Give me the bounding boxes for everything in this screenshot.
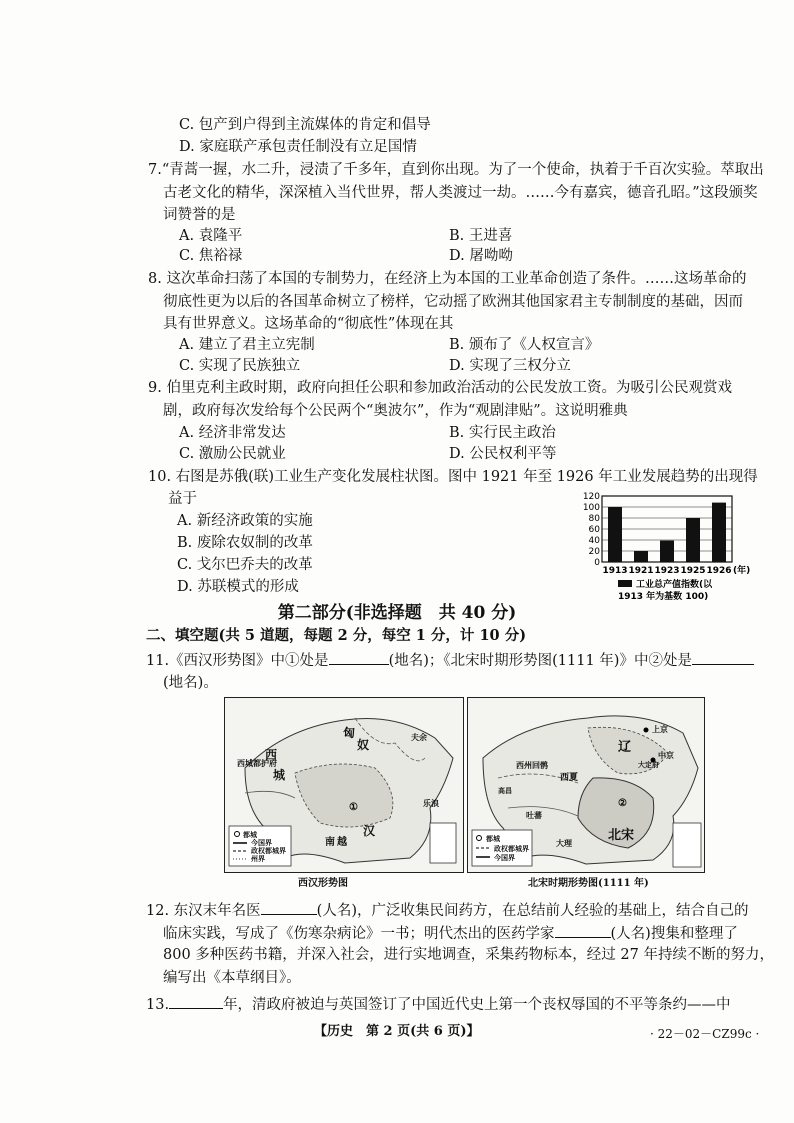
map1-legend-3: 州界 — [251, 854, 265, 863]
map1-label-1: 奴 — [357, 738, 370, 752]
paper-code: · 22－02－CZ99c · — [650, 1027, 760, 1041]
map1-label-5: 汉 — [363, 824, 376, 838]
q7-option-c: C. 焦裕禄 — [179, 248, 243, 264]
q11-text-b: (地名)；《北宋时期形势图(1111 年)》中②处是 — [388, 653, 692, 669]
map2-legend-1: 政权都城界 — [494, 844, 529, 853]
q12-text-a: 12. 东汉末年名医 — [146, 903, 261, 919]
map2-label-7: 吐蕃 — [526, 810, 542, 820]
q10-stem-line1: 10. 右图是苏俄(联)工业生产变化发展柱状图。图中 1921 年至 1926 年工业发展趋势的出现得 — [148, 469, 758, 485]
q12-line3: 800 多种医药书籍，并深入社会，进行实地调查，采集药物标本，经过 27 年持续不断的努力， — [163, 947, 774, 963]
q10-option-a: A. 新经济政策的实施 — [177, 513, 313, 529]
chart-y-tick-label: 0 — [594, 558, 600, 568]
part2-title: 第二部分(非选择题 共 40 分) — [277, 603, 517, 623]
map2-legend-2: 今国界 — [494, 853, 515, 862]
map2-marker-2: ② — [618, 798, 627, 809]
map1-legend-1: 今国界 — [251, 838, 272, 847]
q9-option-c: C. 激励公民就业 — [179, 446, 286, 462]
chart-x-tick-label: 1913 — [602, 566, 628, 576]
q8-option-a: A. 建立了君主立宪制 — [179, 337, 315, 353]
map2-label-0: 辽 — [618, 740, 632, 755]
q10-option-d: D. 苏联模式的形成 — [177, 579, 299, 595]
chart-y-tick-label: 80 — [588, 514, 600, 524]
map2-label-9: 西州回鹘 — [516, 760, 548, 770]
q13-blank-1[interactable] — [169, 993, 223, 1009]
q8-stem-line3: 具有世界意义。这场革命的“彻底性”体现在其 — [163, 316, 454, 332]
section2-title: 二、填空题(共 5 道题，每题 2 分，每空 1 分，计 10 分) — [146, 627, 527, 644]
chart-y-tick-label: 100 — [582, 503, 600, 513]
map1-label-0: 匈 — [343, 726, 356, 740]
map2-label-5: 北宋 — [608, 828, 635, 843]
q12-line2 — [163, 922, 738, 944]
chart-x-tick-label: 1926 — [706, 566, 732, 576]
q10-option-c: C. 戈尔巴乔夫的改革 — [177, 557, 313, 573]
q12-line1 — [146, 899, 748, 921]
chart-x-tick-label: 1921 — [628, 566, 654, 576]
map2-label-3: 大定府 — [638, 760, 659, 769]
q8-option-d: D. 实现了三权分立 — [449, 358, 571, 374]
q7-option-d: D. 屠呦呦 — [449, 248, 513, 264]
map2-label-1: 上京 — [652, 724, 668, 734]
q9-stem-line2: 剧，政府每次发给每个公民两个“奥波尔”，作为“观剧津贴”。这说明雅典 — [163, 403, 628, 419]
chart-y-tick-label: 120 — [582, 492, 600, 502]
q7-option-a: A. 袁隆平 — [179, 228, 243, 244]
industry-bar-chart — [582, 490, 752, 608]
q9-option-a: A. 经济非常发达 — [179, 425, 286, 441]
page-footer: 【历史 第 2 页(共 6 页)】 — [314, 1024, 480, 1039]
chart-y-tick-label: 40 — [588, 536, 600, 546]
map1-marker-1: ① — [349, 802, 358, 813]
map1-label-4: 西城都护府 — [237, 758, 277, 768]
map1-caption: 西汉形势图 — [298, 878, 348, 889]
western-han-map — [224, 697, 464, 873]
q13-text-a: 13. — [146, 997, 170, 1013]
map2-label-2: 中京 — [658, 750, 674, 760]
map2-caption: 北宋时期形势图(1111 年) — [528, 878, 649, 889]
map1-legend-2: 政权都城界 — [251, 846, 286, 855]
q8-stem-line1: 8. 这次革命扫荡了本国的专制势力，在经济上为本国的工业革命创造了条件。……这场革命的 — [148, 271, 747, 287]
q6-option-c: C. 包产到户得到主流媒体的肯定和倡导 — [179, 117, 431, 133]
q8-option-c: C. 实现了民族独立 — [179, 358, 301, 374]
q7-option-b: B. 王进喜 — [449, 228, 513, 244]
map2-legend-0: 都城 — [486, 834, 500, 843]
q11-blank-1[interactable] — [329, 649, 389, 665]
q9-option-b: B. 实行民主政治 — [449, 425, 556, 441]
chart-bar — [686, 518, 700, 562]
chart-bar — [634, 551, 648, 562]
chart-legend-line2: 1913 年为基数 100) — [618, 592, 709, 602]
q13-line1 — [146, 993, 731, 1015]
q12-text-line2b: (人名)搜集和整理了 — [610, 926, 738, 942]
q12-line4: 编写出《本草纲目》。 — [163, 970, 301, 986]
q11-text-a: 11.《西汉形势图》中①处是 — [146, 653, 329, 669]
q9-option-d: D. 公民权利平等 — [449, 446, 557, 462]
q11-line2: (地名)。 — [163, 675, 218, 691]
q12-text-b: (人名)，广泛收集民间药方，在总结前人经验的基础上，结合自己的 — [316, 903, 749, 919]
q11-line1 — [146, 649, 754, 671]
q12-blank-2[interactable] — [555, 922, 611, 938]
map2-label-4: 西夏 — [560, 773, 579, 783]
chart-bar — [660, 541, 674, 562]
q13-text-b: 年，清政府被迫与英国签订了中国近代史上第一个丧权辱国的不平等条约——中 — [223, 997, 731, 1013]
q12-blank-1[interactable] — [261, 899, 317, 915]
chart-x-unit: (年) — [733, 566, 751, 576]
map2-label-8: 大理 — [556, 838, 572, 848]
q8-stem-line2: 彻底性更为以后的各国革命树立了榜样，它动摇了欧洲其他国家君主专制制度的基础，因而 — [163, 294, 743, 310]
q12-text-line2a: 临床实践，写成了《伤寒杂病论》一书；明代杰出的医药学家 — [163, 926, 555, 942]
map1-label-10: 夫余 — [411, 732, 427, 742]
q8-option-b: B. 颁布了《人权宣言》 — [449, 337, 600, 353]
q11-blank-2[interactable] — [692, 649, 754, 665]
northern-song-map — [467, 697, 705, 873]
chart-x-tick-label: 1923 — [654, 566, 680, 576]
map1-legend-0: 都城 — [243, 830, 257, 839]
map1-label-9: 乐浪 — [423, 798, 439, 808]
q7-stem-line1: 7.“青蒿一握，水二升，浸渍了千多年，直到你出现。为了一个使命，执着于千百次实验。萃取出 — [148, 162, 764, 178]
chart-bar — [712, 503, 726, 562]
q7-stem-line3: 词赞誉的是 — [163, 207, 236, 223]
chart-y-tick-label: 60 — [588, 525, 600, 535]
chart-bar — [608, 507, 622, 562]
q6-option-d: D. 家庭联产承包责任制没有立足国情 — [179, 139, 417, 155]
map1-label-7: 南 — [325, 837, 335, 848]
q10-option-b: B. 废除农奴制的改革 — [177, 535, 313, 551]
map1-label-2: 西 — [265, 748, 278, 762]
chart-legend-line1: 工业总产值指数(以 — [636, 580, 713, 590]
map2-label-10: 高昌 — [498, 786, 512, 795]
q10-stem-line2: 益于 — [168, 491, 197, 507]
q9-stem-line1: 9. 伯里克利主政时期，政府向担任公职和参加政治活动的公民发放工资。为吸引公民观赏戏 — [148, 380, 732, 396]
chart-y-tick-label: 20 — [588, 547, 600, 557]
q7-stem-line2: 古老文化的精华，深深植入当代世界，帮人类渡过一劫。……今有嘉宾，德音孔昭。”这段颁奖 — [163, 185, 758, 201]
chart-x-tick-label: 1925 — [680, 566, 706, 576]
map1-label-3: 城 — [273, 768, 286, 782]
chart-legend-swatch — [618, 580, 632, 587]
map1-label-8: 越 — [337, 837, 347, 848]
